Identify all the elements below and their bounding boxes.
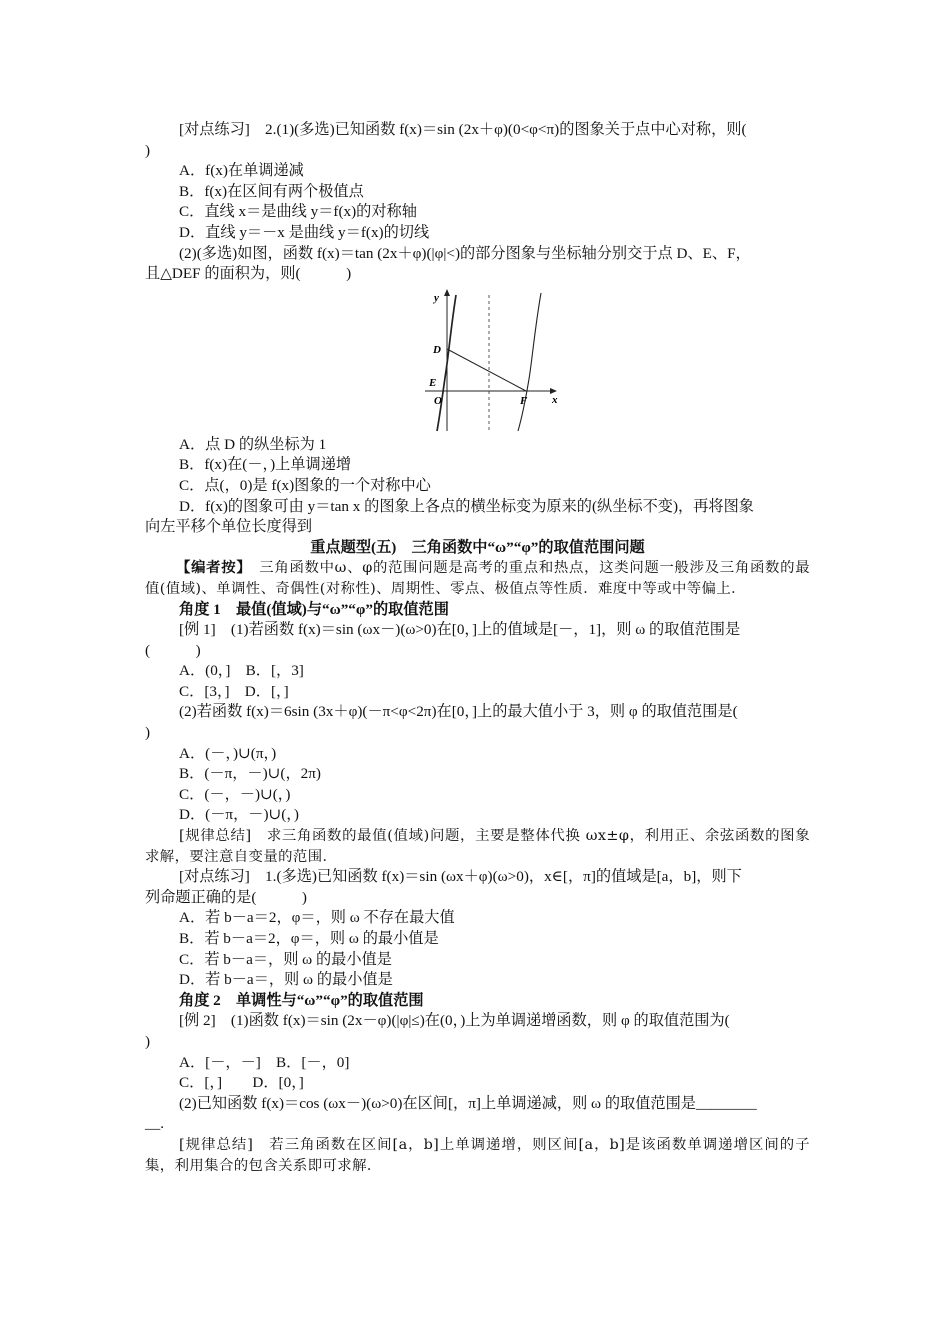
angle2-example1-options-ab: A．[－，－] B．[－，0] <box>179 1053 350 1071</box>
angle1-example1-line2: ( ) <box>145 641 201 659</box>
practice2-part2-line2: 且△DEF 的面积为，则( ) <box>145 265 352 283</box>
practice2-option-c: C．直线 x＝是曲线 y＝f(x)的对称轴 <box>179 203 417 221</box>
angle1-example2-line1: (2)若函数 f(x)＝6sin (3x＋φ)(－π<φ<2π)在[0，]上的最大值小于 3，则 φ 的取值范围是( <box>179 703 738 721</box>
angle1-practice-line1: [对点练习] 1.(多选)已知函数 f(x)＝sin (ωx＋φ)(ω>0)，x∈[，π]的值域是[a，b]，则下 <box>179 868 742 886</box>
p2-option-c: C．点(，0)是 f(x)图象的一个对称中心 <box>179 476 431 494</box>
label-f: F <box>520 394 528 407</box>
angle1-example2-option-d: D．(－π，－)∪(，) <box>179 806 299 824</box>
angle2-title: 角度 2 单调性与“ω”“φ”的取值范围 <box>179 991 424 1009</box>
angle2-example1-line2: ) <box>145 1032 151 1050</box>
p2-option-d-line2: 向左平移个单位长度得到 <box>145 518 313 536</box>
angle1-example2-line2: ) <box>145 724 151 742</box>
editor-note-text: 三角函数中ω、φ的范围问题是高考的重点和热点，这类问题一般涉及三角函数的最值(值域)、单调性、奇偶性(对称性)、周期性、零点、极值点等性质．难度中等或中等偏上． <box>145 560 810 597</box>
practice2-line1: [对点练习] 2.(1)(多选)已知函数 f(x)＝sin (2x＋φ)(0<φ<π)的图象关于点中心对称，则( <box>179 121 747 138</box>
angle1-practice-line2: 列命题正确的是( ) <box>145 888 307 906</box>
practice2-line2: ) <box>145 141 151 159</box>
p2-option-b: B．f(x)在(－，)上单调递增 <box>179 456 352 474</box>
segment-df <box>447 349 526 391</box>
angle1-example2-option-c: C．(－，－)∪(，) <box>179 785 291 803</box>
angle1-example2-option-b: B．(－π，－)∪(，2π) <box>179 765 321 783</box>
angle2-summary-label: [规律总结] <box>179 1136 254 1153</box>
tangent-graph <box>423 287 563 431</box>
label-d: D <box>433 343 441 356</box>
angle1-example2-option-a: A．(－，)∪(π，) <box>179 744 277 762</box>
angle1-practice-option-d: D．若 b－a＝，则 ω 的最小值是 <box>179 971 393 989</box>
practice2-option-d: D．直线 y＝－x 是曲线 y＝f(x)的切线 <box>179 223 430 241</box>
label-o: O <box>434 394 442 407</box>
section-title: 重点题型(五) 三角函数中“ω”“φ”的取值范围问题 <box>310 538 645 556</box>
angle1-practice-option-a: A．若 b－a＝2，φ＝，则 ω 不存在最大值 <box>179 909 455 927</box>
p2-option-a: A．点 D 的纵坐标为 1 <box>179 435 327 453</box>
label-e: E <box>429 376 437 389</box>
label-x: x <box>552 393 558 406</box>
editor-note <box>145 558 810 599</box>
practice2-option-a: A．f(x)在单调递减 <box>179 162 304 180</box>
angle1-practice-option-c: C．若 b－a＝，则 ω 的最小值是 <box>179 950 392 968</box>
p2-option-d-line1: D．f(x)的图象可由 y＝tan x 的图象上各点的横坐标变为原来的(纵坐标不变)，再将图象 <box>179 497 754 515</box>
y-axis-arrow <box>444 289 450 296</box>
label-y: y <box>434 291 439 304</box>
angle1-example1-line1: [例 1] (1)若函数 f(x)＝sin (ωx－)(ω>0)在[0，]上的值域是[－，1]，则 ω 的取值范围是 <box>179 621 741 639</box>
angle2-example1-line1: [例 2] (1)函数 f(x)＝sin (2x－φ)(|φ|≤)在(0，)上为单调递增函数，则 φ 的取值范围为( <box>179 1012 730 1030</box>
tangent-graph-figure <box>145 287 810 431</box>
angle2-summary <box>145 1135 810 1176</box>
angle1-summary <box>145 826 810 867</box>
practice2-option-b: B．f(x)在区间有两个极值点 <box>179 182 364 200</box>
angle1-example1-options-ab: A．(0，] B．[，3] <box>179 662 304 680</box>
angle1-practice-option-b: B．若 b－a＝2，φ＝，则 ω 的最小值是 <box>179 930 439 947</box>
angle2-example1-options-cd: C．[，] D．[0，] <box>179 1074 304 1092</box>
document-page <box>145 120 810 1176</box>
angle1-example1-options-cd: C．[3，] D．[，] <box>179 682 289 700</box>
angle2-example2-line2: __. <box>145 1115 164 1133</box>
tan-curve-right-branch <box>518 293 541 431</box>
editor-note-label: 【编者按】 <box>176 559 245 577</box>
angle1-summary-label: [规律总结] <box>179 828 252 845</box>
angle2-summary-text: 若三角函数在区间[a，b]上单调递增，则区间[a，b]是该函数单调递增区间的子集，利用集合的包含关系即可求解． <box>145 1136 810 1174</box>
practice2-part2-line1: (2)(多选)如图，函数 f(x)＝tan (2x＋φ)(|φ|<)的部分图象与坐标轴分别交于点 D、E、F， <box>179 244 751 262</box>
angle1-summary-text: 求三角函数的最值(值域)问题，主要是整体代换 ωx±φ，利用正、余弦函数的图象求解，要注意自变量的范围． <box>145 828 810 865</box>
angle1-title: 角度 1 最值(值域)与“ω”“φ”的取值范围 <box>179 600 449 618</box>
angle2-example2-line1: (2)已知函数 f(x)＝cos (ωx－)(ω>0)在区间[，π]上单调递减，则 ω 的取值范围是________ <box>179 1094 757 1112</box>
